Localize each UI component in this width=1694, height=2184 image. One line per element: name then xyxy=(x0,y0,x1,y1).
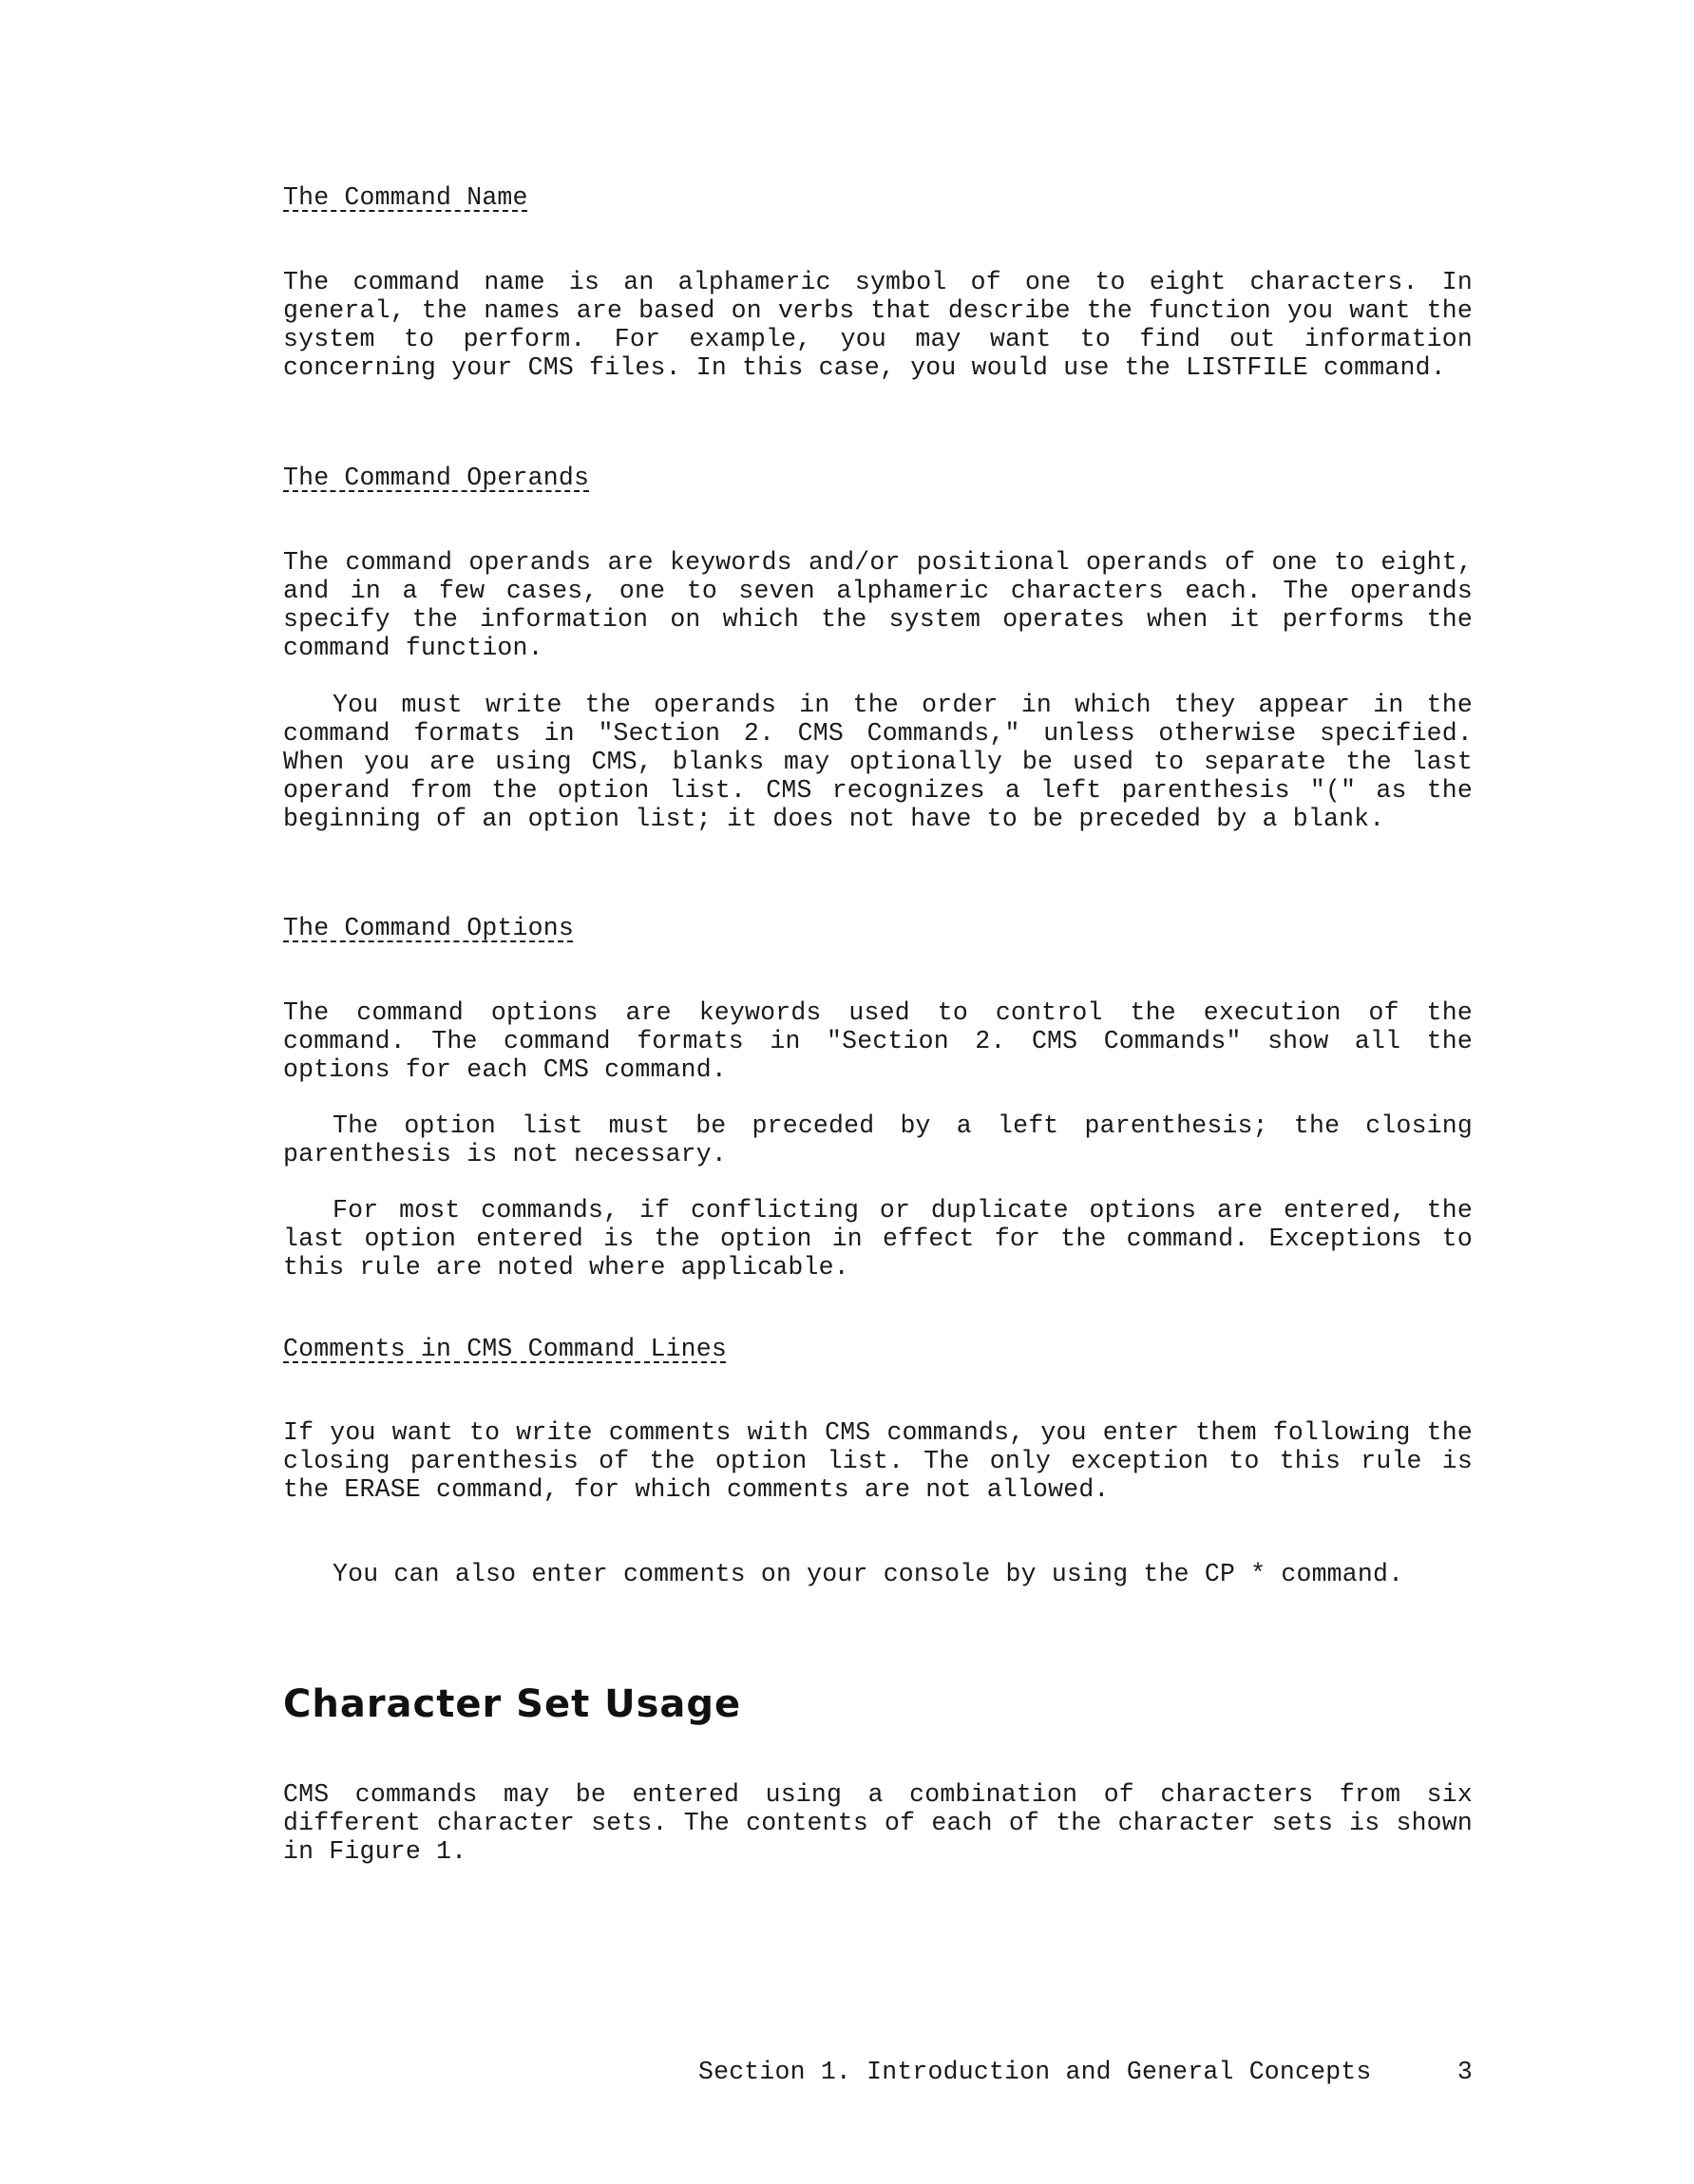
paragraph-command-options-1: The command options are keywords used to control the execution of the command. The command formats in "Section 2. CMS Commands" show all the options for each CMS command. xyxy=(283,998,1473,1084)
paragraph-command-operands-2: You must write the operands in the order in which they appear in the command formats in "Section 2. CMS Commands," unless otherwise specified. When you are using CMS, blanks may optionally be used to separate the last operand from the option list. CMS recognizes a left parenthesis "(" as the beginning of an option list; it does not have to be preceded by a blank. xyxy=(283,691,1473,833)
paragraph-command-options-2: The option list must be preceded by a left parenthesis; the closing parenthesis is not necessary. xyxy=(283,1111,1473,1168)
heading-command-options: The Command Options xyxy=(283,914,574,942)
page-number: 3 xyxy=(1456,2058,1473,2086)
paragraph-character-set: CMS commands may be entered using a combination of characters from six different character sets. The contents of each of the character sets is shown in Figure 1. xyxy=(283,1780,1473,1866)
paragraph-command-operands-1: The command operands are keywords and/or positional operands of one to eight, and in a few cases, one to seven alphameric characters each. The operands specify the information on which the system operates when it performs the command function. xyxy=(283,548,1473,662)
paragraph-command-name: The command name is an alphameric symbol of one to eight characters. In general, the names are based on verbs that describe the function you want the system to perform. For example, you may want to find out information concerning your CMS files. In this case, you would use the LISTFILE command. xyxy=(283,268,1473,382)
heading-command-name: The Command Name xyxy=(283,183,528,212)
paragraph-comments-2: You can also enter comments on your console by using the CP * command. xyxy=(333,1560,1404,1588)
paragraph-command-options-3: For most commands, if conflicting or duplicate options are entered, the last option entered is the option in effect for the command. Exceptions to this rule are noted where applicable. xyxy=(283,1196,1473,1282)
footer-section-label: Section 1. Introduction and General Concepts xyxy=(698,2058,1372,2086)
section-title-character-set: Character Set Usage xyxy=(283,1682,742,1726)
heading-command-operands: The Command Operands xyxy=(283,464,590,492)
heading-comments: Comments in CMS Command Lines xyxy=(283,1335,727,1363)
paragraph-comments-1: If you want to write comments with CMS commands, you enter them following the closing parenthesis of the option list. The only exception to this rule is the ERASE command, for which comments are not allowed. xyxy=(283,1418,1473,1504)
page-footer xyxy=(698,2058,1473,2086)
